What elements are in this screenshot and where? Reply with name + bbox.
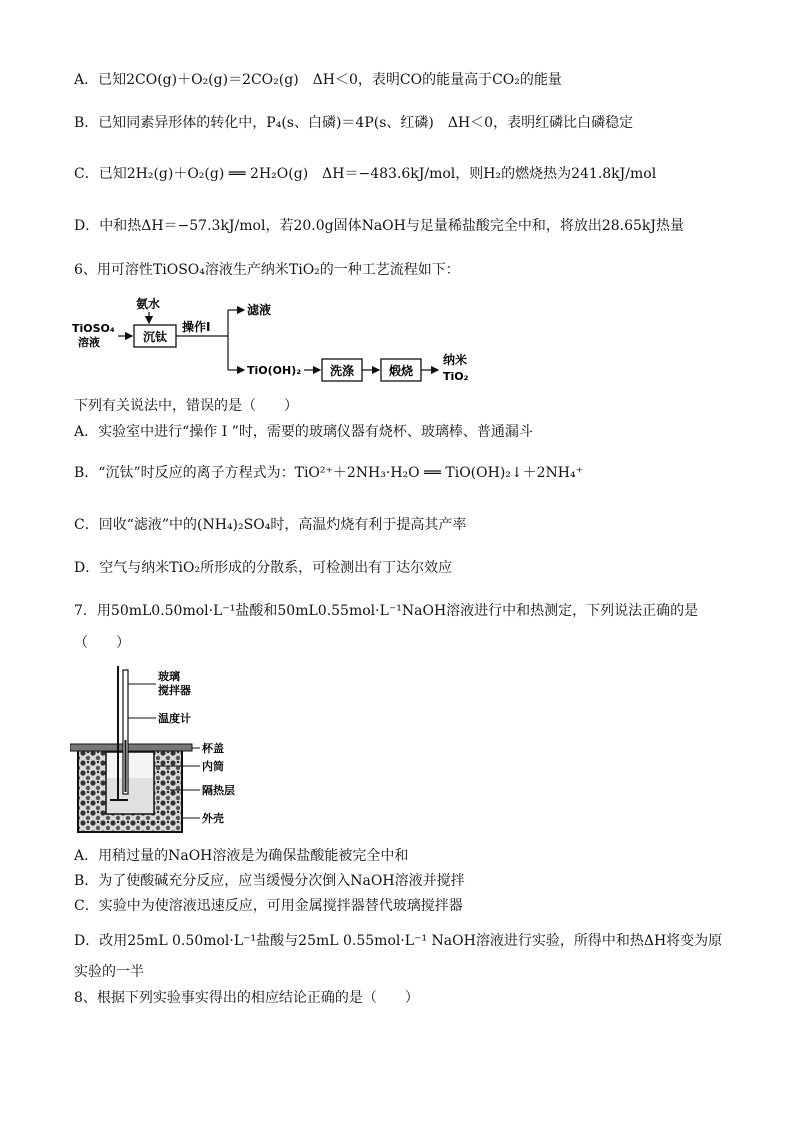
q6-option-c: C．回收“滤液”中的(NH₄)₂SO₄时，高温灼烧有利于提高其产率 bbox=[74, 517, 467, 533]
q6-question: 下列有关说法中，错误的是（ ） bbox=[74, 398, 298, 414]
process-flow-diagram bbox=[72, 292, 482, 388]
calorimeter-lid bbox=[70, 744, 192, 751]
q5-option-b: B．已知同素异形体的转化中，P₄(s、白磷)＝4P(s、红磷) ΔH＜0，表明红磷比白磷稳定 bbox=[74, 115, 634, 131]
label-stirrer: 搅拌器 bbox=[158, 684, 191, 697]
label-inner-cup: 内筒 bbox=[202, 760, 224, 773]
q6-option-d: D．空气与纳米TiO₂所形成的分散系，可检测出有丁达尔效应 bbox=[74, 560, 453, 576]
calorimeter-apparatus bbox=[70, 660, 240, 840]
flow-box-precipitate-label: 沉钛 bbox=[142, 330, 168, 344]
q7-option-b: B．为了使酸碱充分反应，应当缓慢分次倒入NaOH溶液并搅拌 bbox=[74, 873, 465, 889]
calorimeter-solution bbox=[107, 778, 153, 813]
flow-operation-label: 操作I bbox=[182, 320, 211, 334]
thermometer-liquid bbox=[125, 740, 127, 792]
q7-option-d-continued: 实验的一半 bbox=[74, 964, 144, 980]
flow-product-label: 纳米 bbox=[443, 353, 468, 367]
label-thermometer: 温度计 bbox=[158, 712, 191, 725]
q8-stem: 8、根据下列实验事实得出的相应结论正确的是（ ） bbox=[74, 990, 419, 1006]
flow-input-label: TiOSO₄ bbox=[72, 322, 115, 335]
q7-option-a: A．用稍过量的NaOH溶液是为确保盐酸能被完全中和 bbox=[74, 848, 409, 864]
q5-option-a: A．已知2CO(g)＋O₂(g)＝2CO₂(g) ΔH＜0，表明CO的能量高于CO₂的能量 bbox=[74, 72, 562, 88]
flow-box-calcine-label: 煅烧 bbox=[388, 364, 414, 378]
q7-paren: （ ） bbox=[74, 635, 130, 651]
q5-option-d: D．中和热ΔH＝−57.3kJ/mol，若20.0g固体NaOH与足量稀盐酸完全中和，将放出28.65kJ热量 bbox=[74, 218, 685, 234]
q7-option-c: C．实验中为使溶液迅速反应，可用金属搅拌器替代玻璃搅拌器 bbox=[74, 898, 463, 914]
q6-stem: 6、用可溶性TiOSO₄溶液生产纳米TiO₂的一种工艺流程如下： bbox=[74, 262, 460, 278]
label-glass: 玻璃 bbox=[158, 670, 180, 683]
flow-intermediate-label: TiO(OH)₂ bbox=[247, 364, 302, 377]
label-insulation: 隔热层 bbox=[202, 784, 235, 797]
flow-input-label-2: 溶液 bbox=[78, 336, 100, 349]
flow-filtrate-label: 滤液 bbox=[247, 303, 272, 317]
q7-option-d: D．改用25mL 0.50mol·L⁻¹盐酸与25mL 0.55mol·L⁻¹ NaOH溶液进行实验，所得中和热ΔH将变为原 bbox=[74, 933, 723, 949]
q6-option-a: A．实验室中进行“操作 I ”时，需要的玻璃仪器有烧杯、玻璃棒、普通漏斗 bbox=[74, 424, 533, 440]
q6-option-b: B．“沉钛”时反应的离子方程式为：TiO²⁺＋2NH₃·H₂O ══ TiO(OH)₂↓＋2NH₄⁺ bbox=[74, 465, 583, 481]
label-outer-shell: 外壳 bbox=[202, 812, 224, 825]
flow-box-wash-label: 洗涤 bbox=[329, 364, 355, 378]
label-lid: 杯盖 bbox=[202, 742, 224, 755]
flow-product-label-2: TiO₂ bbox=[443, 370, 469, 383]
flow-reagent-label: 氨水 bbox=[136, 297, 161, 311]
q5-option-c: C．已知2H₂(g)＋O₂(g) ══ 2H₂O(g) ΔH＝−483.6kJ/mol，则H₂的燃烧热为241.8kJ/mol bbox=[74, 166, 657, 182]
q7-stem: 7．用50mL0.50mol·L⁻¹盐酸和50mL0.55mol·L⁻¹NaOH溶液进行中和热测定，下列说法正确的是 bbox=[74, 603, 699, 619]
